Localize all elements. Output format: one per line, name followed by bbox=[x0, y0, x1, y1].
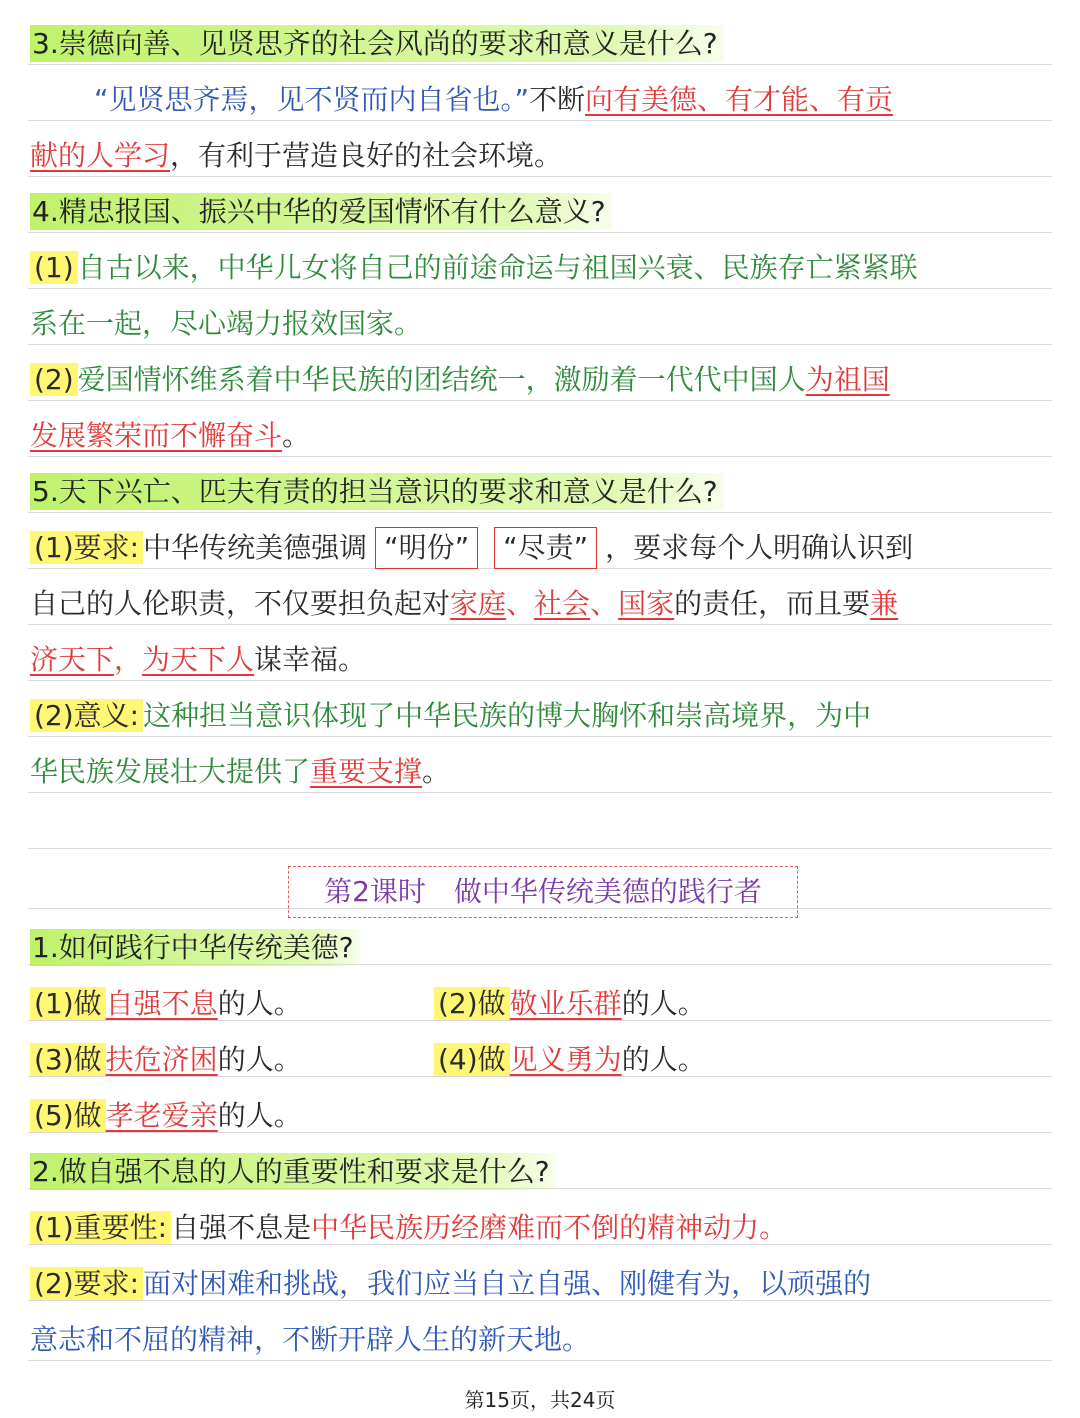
q4-p2-line2 bbox=[30, 408, 1056, 464]
q5-box-mingfen: “明份” bbox=[375, 527, 478, 569]
l1-title-line bbox=[30, 920, 1056, 976]
q5-sig-red: 重要支撑 bbox=[310, 755, 423, 788]
q5-req-text2: ，要求每个人明确认识到 bbox=[605, 531, 914, 564]
page-number: 第15页，共24页 bbox=[464, 1388, 616, 1412]
q5-sep1: 、 bbox=[506, 587, 535, 620]
l1-item3 bbox=[30, 1043, 302, 1076]
q5-sep2: 、 bbox=[590, 587, 619, 620]
q5-req-line1 bbox=[30, 520, 1056, 576]
l2-req-text2: 意志和不屈的精神，不断开辟人生的新天地。 bbox=[30, 1323, 591, 1356]
l1-item4-post: 的人。 bbox=[621, 1043, 706, 1076]
l1-row3 bbox=[30, 1088, 1056, 1144]
l2-imp-label: (1)重要性: bbox=[30, 1211, 171, 1244]
l2-req-line2 bbox=[30, 1312, 1056, 1368]
q4-title-line bbox=[30, 184, 1056, 240]
q3-red1: 向有美德、有才能、有贡 bbox=[585, 83, 894, 116]
l1-item1-post: 的人。 bbox=[217, 987, 302, 1020]
l2-imp-line bbox=[30, 1200, 1056, 1256]
q5-req-line3 bbox=[30, 632, 1056, 688]
q5-sep3: ， bbox=[114, 643, 143, 676]
q4-p2-red1: 为祖国 bbox=[805, 363, 890, 396]
l2-req-text1: 面对困难和挑战，我们应当自立自强、刚健有为，以顽强的 bbox=[143, 1267, 872, 1300]
q5-title-line bbox=[30, 464, 1056, 520]
q5-red-jitianxia: 济天下 bbox=[30, 643, 115, 676]
l2-imp-text: 自强不息是 bbox=[171, 1211, 312, 1244]
l1-item1-pre: (1)做 bbox=[30, 987, 106, 1020]
l1-item2-pre: (2)做 bbox=[434, 987, 510, 1020]
l1-row1 bbox=[30, 976, 1056, 1032]
q4-p2-end: 。 bbox=[282, 419, 311, 452]
q5-req-line2b: 的责任，而且要 bbox=[674, 587, 871, 620]
q3-title: 3.崇德向善、见贤思齐的社会风尚的要求和意义是什么? bbox=[30, 25, 724, 62]
q5-box-jinze: “尽责” bbox=[494, 527, 597, 569]
q5-sig-text1: 这种担当意识体现了中华民族的博大胸怀和崇高境界，为中 bbox=[143, 699, 872, 732]
q5-red-society: 社会 bbox=[534, 587, 591, 620]
q4-title: 4.精忠报国、振兴中华的爱国情怀有什么意义? bbox=[30, 193, 612, 230]
q5-title: 5.天下兴亡、匹夫有责的担当意识的要求和意义是什么? bbox=[30, 473, 724, 510]
q5-sig-text2: 华民族发展壮大提供了 bbox=[30, 755, 311, 788]
q4-p2-line1 bbox=[30, 352, 1056, 408]
q4-p2-label: (2) bbox=[30, 363, 78, 396]
l2-imp-red: 中华民族历经磨难而不倒的精神动力。 bbox=[311, 1211, 788, 1244]
q5-req-label: (1)要求: bbox=[30, 531, 143, 564]
l2-title: 2.做自强不息的人的重要性和要求是什么? bbox=[30, 1153, 556, 1190]
q4-p2-red2: 发展繁荣而不懈奋斗 bbox=[30, 419, 283, 452]
q3-text1: 不断 bbox=[529, 83, 586, 116]
q5-req-line2 bbox=[30, 576, 1056, 632]
q5-red-weitianxiaren: 为天下人 bbox=[142, 643, 255, 676]
l1-item4-pre: (4)做 bbox=[434, 1043, 510, 1076]
q4-p2-text: 爱国情怀维系着中华民族的团结统一，激励着一代代中国人 bbox=[77, 363, 806, 396]
l1-item5-post: 的人。 bbox=[217, 1099, 302, 1132]
l1-item4-red: 见义勇为 bbox=[509, 1043, 622, 1076]
l1-item1 bbox=[30, 987, 302, 1020]
q5-red-jian: 兼 bbox=[870, 587, 899, 620]
q4-p1-line1 bbox=[30, 240, 1056, 296]
l1-item5-pre: (5)做 bbox=[30, 1099, 106, 1132]
l1-item5 bbox=[30, 1099, 302, 1132]
q5-sig-line2 bbox=[30, 744, 1056, 800]
l1-title: 1.如何践行中华传统美德? bbox=[30, 929, 360, 966]
q4-p1-text2: 系在一起，尽心竭力报效国家。 bbox=[30, 307, 423, 340]
l1-item4 bbox=[434, 1032, 706, 1088]
q4-p1-text1: 自古以来，中华儿女将自己的前途命运与祖国兴衰、民族存亡紧紧联 bbox=[77, 251, 918, 284]
q4-p1-label: (1) bbox=[30, 251, 78, 284]
q5-red-country: 国家 bbox=[618, 587, 675, 620]
l2-req-line1 bbox=[30, 1256, 1056, 1312]
l1-item2 bbox=[434, 976, 706, 1032]
q3-body-line1 bbox=[30, 72, 1056, 128]
l1-item2-post: 的人。 bbox=[621, 987, 706, 1020]
q3-text2: ，有利于营造良好的社会环境。 bbox=[170, 139, 563, 172]
lesson-heading: 第2课时 做中华传统美德的践行者 bbox=[288, 866, 798, 918]
q5-sig-end: 。 bbox=[422, 755, 451, 788]
q3-quote: “见贤思齐焉，见不贤而内自省也。” bbox=[94, 83, 530, 116]
q3-title-line bbox=[30, 16, 1056, 72]
q5-sig-label: (2)意义: bbox=[30, 699, 143, 732]
q5-sig-line1 bbox=[30, 688, 1056, 744]
l1-item1-red: 自强不息 bbox=[105, 987, 218, 1020]
l1-row2 bbox=[30, 1032, 1056, 1088]
l1-item3-red: 扶危济困 bbox=[105, 1043, 218, 1076]
q3-red2: 献的人学习 bbox=[30, 139, 171, 172]
l1-item2-red: 敬业乐群 bbox=[509, 987, 622, 1020]
ruled-line bbox=[28, 848, 1052, 849]
l1-item3-post: 的人。 bbox=[217, 1043, 302, 1076]
q5-red-family: 家庭 bbox=[450, 587, 507, 620]
q4-p1-line2 bbox=[30, 296, 1056, 352]
q3-body-line2 bbox=[30, 128, 1056, 184]
q5-req-line2a: 自己的人伦职责，不仅要担负起对 bbox=[30, 587, 451, 620]
q5-req-text1: 中华传统美德强调 bbox=[143, 531, 368, 564]
l2-req-label: (2)要求: bbox=[30, 1267, 143, 1300]
q5-req-line3-end: 谋幸福。 bbox=[254, 643, 367, 676]
l1-item5-red: 孝老爱亲 bbox=[105, 1099, 218, 1132]
l1-item3-pre: (3)做 bbox=[30, 1043, 106, 1076]
l2-title-line bbox=[30, 1144, 1056, 1200]
